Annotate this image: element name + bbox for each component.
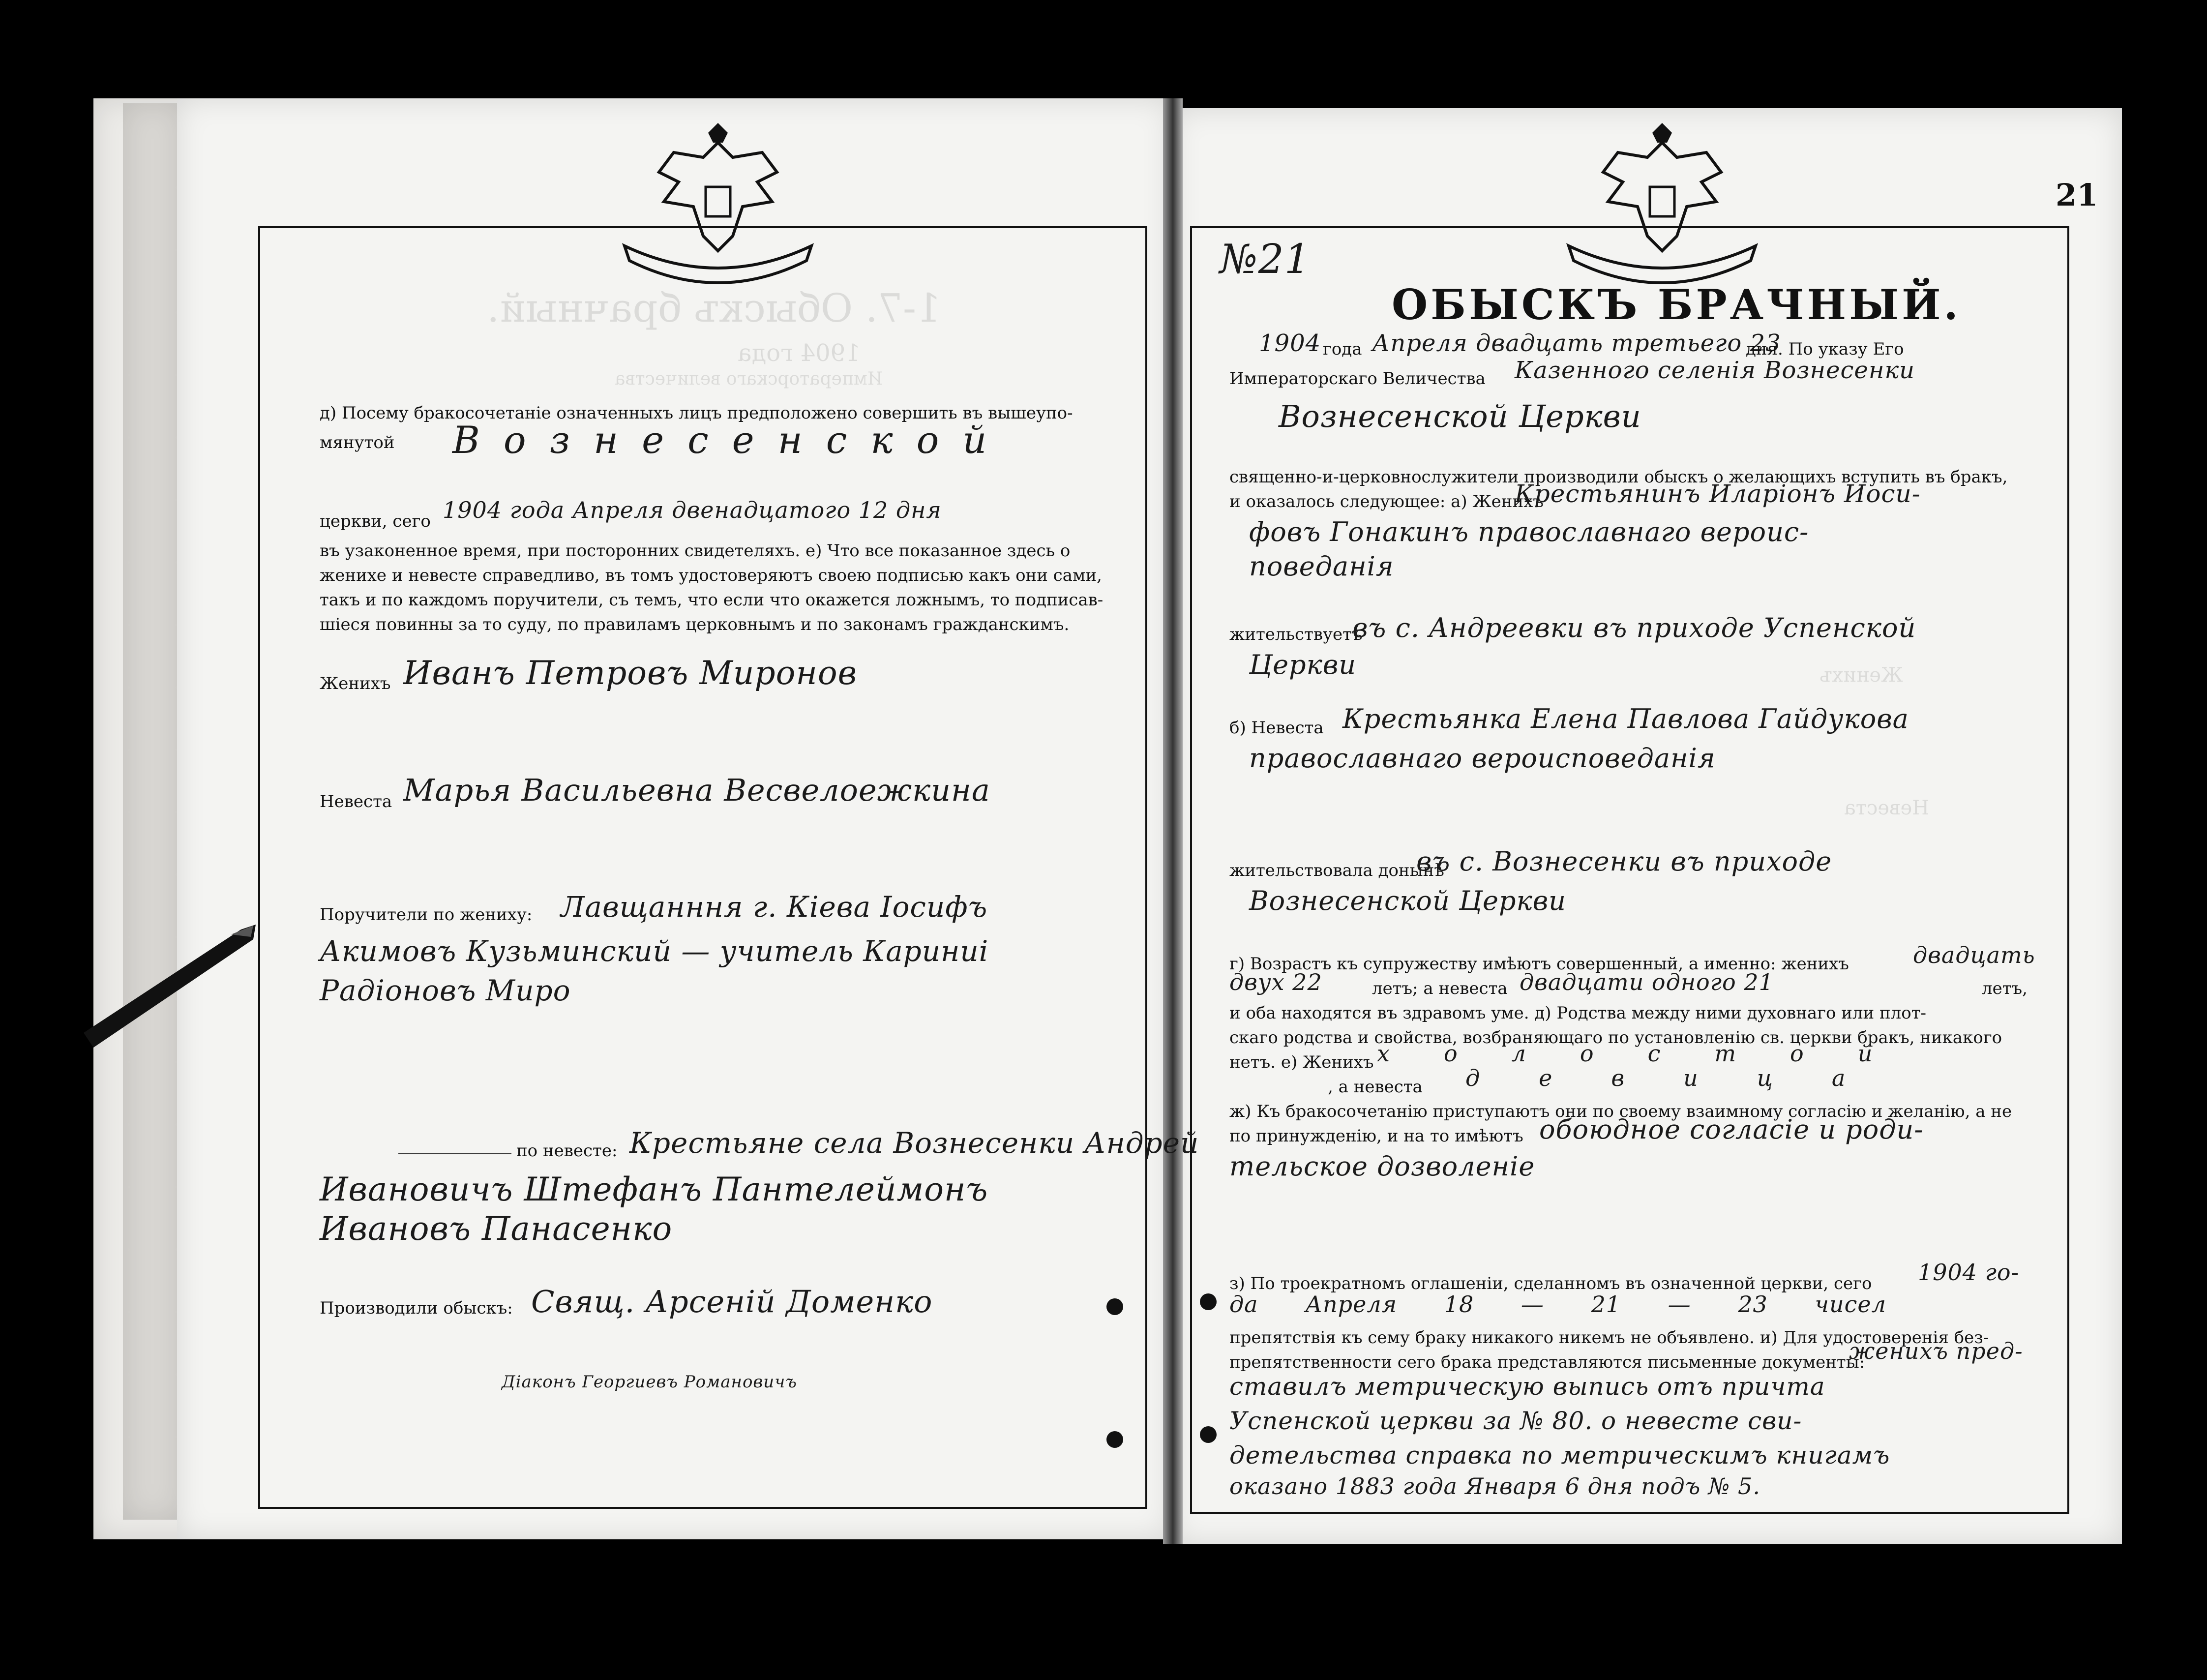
banns-line4-label: препятственности сего брака представляются письменные документы: (1229, 1352, 1865, 1372)
banns-line1-label: з) По троекратномъ оглашеніи, сделанномъ въ означенной церкви, сего (1229, 1274, 1872, 1293)
age-line1-hand: двадцать (1913, 942, 2035, 968)
banns-line8-hand: оказано 1883 года Января 6 дня подъ № 5. (1229, 1473, 1760, 1500)
guarantors-groom-hand2: Акимовъ Кузьминский — учитель Кариниі (320, 934, 989, 968)
bride-label: Невеста (320, 792, 392, 811)
pen-object (84, 920, 261, 1057)
church-date-hand: 1904 года Апреля двенадцатого 12 дня (443, 497, 942, 523)
ghost-title-left: 1-7. Обыскъ брачный. (487, 285, 941, 331)
guarantors-groom-hand1: Лавщанння г. Кіева Іосифъ (561, 890, 988, 924)
deacon-hand: Діаконъ Георгиевъ Романовичъ (502, 1372, 797, 1392)
consent-line3-hand: тельское дозволеніе (1229, 1151, 1535, 1182)
binding-hole-right-1 (1200, 1293, 1217, 1310)
bride-hand1: Крестьянка Елена Павлова Гайдукова (1342, 703, 1909, 734)
page-number: 21 (2056, 177, 2098, 213)
line1-date-hand: Апреля двадцать третьего 23 (1372, 330, 1781, 357)
line6-hand: фовъ Гонакинъ православнаго вероис- (1249, 516, 1809, 547)
consent-line2-hand: обоюдное согласіе и роди- (1539, 1114, 1924, 1145)
age-line2-hand: двух 22 (1229, 969, 1322, 995)
age-line6-hand: девица (1465, 1065, 1905, 1091)
conducted-hand: Свящ. Арсеній Доменко (531, 1284, 933, 1320)
guarantors-bride-hand2: Ивановичъ Штефанъ Пантелеймонъ (320, 1170, 988, 1208)
binding-hole-right-2 (1200, 1426, 1217, 1443)
line2-hand: Казенного селенія Вознесенки (1515, 357, 1915, 384)
banns-line3: препятствія къ сему браку никакого никемъ не объявлено. и) Для удостоверенія без- (1229, 1328, 1989, 1348)
line5-label: и оказалось следующее: а) Женихъ (1229, 492, 1544, 511)
age-line2-hand2: двадцати одного 21 (1520, 969, 1774, 995)
para-e-line4: шіеся повинны за то суду, по правиламъ церковнымъ и по законамъ гражданскимъ. (320, 615, 1070, 634)
guarantors-bride-label: по невесте: (516, 1141, 618, 1161)
record-number-hand: №21 (1220, 236, 1311, 283)
ghost-groom-right: Женихъ (1819, 664, 1903, 687)
consent-line1: ж) Къ бракосочетанію приступаютъ они по своему взаимному согласію и желанію, а не (1229, 1102, 2012, 1121)
line1-rest: дня. По указу Его (1746, 339, 1904, 359)
line2-label: Императорскаго Величества (1229, 369, 1486, 389)
line5-hand: Крестьянинъ Иларіонъ Иоси- (1515, 480, 1921, 508)
bride-label-right: б) Невеста (1229, 718, 1324, 738)
binding-hole-left-2 (1106, 1431, 1123, 1448)
conducted-label: Производили обыскъ: (320, 1298, 513, 1318)
line1-year-label: года (1323, 339, 1362, 359)
banns-line4-hand: женихъ пред- (1849, 1338, 2023, 1364)
imperial-crest-left (615, 123, 821, 285)
bride-hand2: православнаго вероисповеданія (1249, 743, 1716, 774)
ghost-bride-right: Невеста (1844, 797, 1930, 819)
bride-guarantors-rule (398, 1153, 511, 1154)
groom-label: Женихъ (320, 674, 391, 693)
banns-line2-hand: да Апреля 18 — 21 — 23 чисел (1229, 1291, 1886, 1318)
ghost-line-left: Императорскаго величества (615, 369, 883, 389)
age-line1-label: г) Возрастъ къ супружеству имѣютъ совершенный, а именно: женихъ (1229, 954, 1849, 974)
consent-line2-label: по принужденію, и на то имѣютъ (1229, 1126, 1523, 1146)
line4: священно-и-церковнослужители производили обыскъ о желающихъ вступить въ бракъ, (1229, 467, 2008, 487)
church-name-hand: Вознесенской (452, 418, 1011, 462)
bride-res-hand1: въ с. Вознесенки въ приходе (1416, 846, 1832, 877)
age-line2-label: летъ; а невеста (1372, 979, 1508, 998)
bride-res-hand2: Вознесенской Церкви (1249, 885, 1566, 916)
para-e-line2: женихе и невесте справедливо, въ томъ удостоверяютъ своею подписью какъ они сами, (320, 566, 1102, 585)
line3-hand: Вознесенской Церкви (1279, 398, 1641, 434)
para-e-line3: такъ и по каждомъ поручители, съ темъ, что если что окажется ложнымъ, то подписав- (320, 590, 1104, 610)
para-d-line2-label: мянутой (320, 433, 395, 452)
book-gutter (1163, 98, 1183, 1544)
para-d-line1: д) Посему бракосочетаніе означенныхъ лицъ предположено совершить въ вышеупо- (320, 403, 1073, 423)
age-line4: скаго родства и свойства, возбраняющаго по установленію св. церкви бракъ, никакого (1229, 1028, 2002, 1048)
ghost-year-left: 1904 года (738, 339, 861, 367)
left-page-edge (123, 103, 182, 1520)
groom-name-hand: Иванъ Петровъ Миронов (403, 654, 858, 692)
age-line2-label2: летъ, (1982, 979, 2028, 998)
guarantors-groom-hand3: Радіоновъ Миро (320, 974, 571, 1007)
church-label: церкви, сего (320, 511, 431, 531)
residence-label: жительствуетъ (1229, 625, 1363, 644)
para-e-line1: въ узаконенное время, при посторонних свидетеляхъ. е) Что все показанное здесь о (320, 541, 1071, 561)
banns-line6-hand: Успенской церкви за № 80. о невесте сви- (1229, 1407, 1802, 1435)
bride-name-hand: Марья Васильевна Весвелоежкина (403, 772, 990, 808)
banns-line7-hand: детельства справка по метрическимъ книгамъ (1229, 1441, 1890, 1470)
age-line6-label: , а невеста (1328, 1077, 1423, 1097)
guarantors-groom-label: Поручители по жениху: (320, 905, 533, 925)
age-line5-label: нетъ. е) Женихъ (1229, 1052, 1374, 1072)
age-line5-hand: холостой (1377, 1040, 1927, 1067)
age-line3: и оба находятся въ здравомъ уме. д) Родства между ними духовнаго или плот- (1229, 1003, 1927, 1023)
banns-line5-hand: ставилъ метрическую выпись отъ причта (1229, 1372, 1825, 1401)
residence-hand2: Церкви (1249, 649, 1357, 680)
banns-line1-hand: 1904 го- (1918, 1259, 2020, 1286)
line7-hand: поведанія (1249, 551, 1394, 582)
guarantors-bride-hand3: Ивановъ Панасенко (320, 1210, 673, 1248)
binding-hole-left-1 (1106, 1298, 1123, 1315)
imperial-crest-right (1559, 123, 1765, 285)
bride-res-label: жительствовала донынѣ (1229, 861, 1444, 880)
record-title: ОБЫСКЪ БРАЧНЫЙ. (1392, 280, 1961, 329)
guarantors-bride-hand1: Крестьяне села Вознесенки Андрей (629, 1126, 1199, 1160)
line1-year-hand: 1904 (1259, 330, 1321, 357)
residence-hand1: въ с. Андреевки въ приходе Успенской (1352, 612, 1916, 643)
